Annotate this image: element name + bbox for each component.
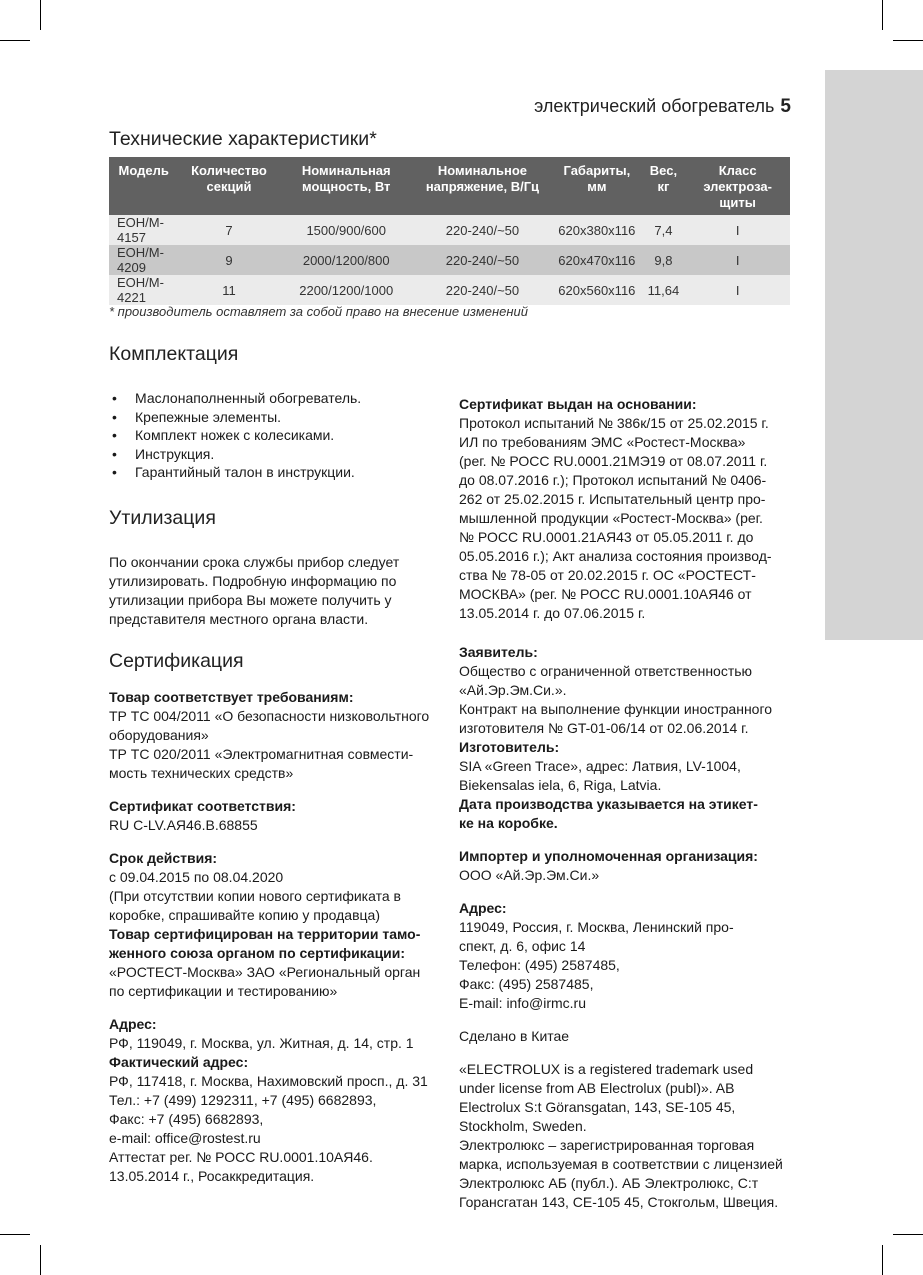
text-line: МОСКВА» (рег. № РОСС RU.0001.10АЯ46 от <box>459 586 752 602</box>
paragraph <box>459 899 804 1013</box>
text-line: Горансгатан 143, СЕ-105 45, Стокгольм, Швеция. <box>459 1194 779 1210</box>
text-line: Electrolux S:t Göransgatan, 143, SE-105 45, <box>459 1099 736 1115</box>
crop-mark <box>0 40 30 41</box>
table-header-cell: Модель <box>109 157 178 215</box>
table-cell: 220-240/~50 <box>413 245 552 275</box>
table-cell: 7,4 <box>642 215 686 245</box>
text-line: SIA «Green Trace», адрес: Латвия, LV-1004, <box>459 758 741 774</box>
text-line: Контракт на выполнение функции иностранного <box>459 701 773 717</box>
table-cell: 620x560x116 <box>552 275 642 305</box>
text-line: E-mail: info@irmc.ru <box>459 995 587 1011</box>
text-line: ТР ТС 020/2011 «Электромагнитная совмести- <box>109 746 414 762</box>
table-cell: 9 <box>178 245 279 275</box>
table-cell: 2200/1200/1000 <box>280 275 413 305</box>
crop-mark <box>882 1245 883 1275</box>
list-item: • Комплект ножек с колесиками. <box>109 426 361 445</box>
text-line: представителя местного органа власти. <box>109 611 369 627</box>
list-item: • Инструкция. <box>109 445 361 464</box>
table-header-cell: Номинальная мощность, Вт <box>280 157 413 215</box>
text-line: 13.05.2014 г., Росаккредитация. <box>109 1168 315 1184</box>
bold-line: Адрес: <box>109 1016 157 1032</box>
table-cell: 9,8 <box>642 245 686 275</box>
table-header-cell: Вес, кг <box>642 157 686 215</box>
crop-mark <box>882 0 883 30</box>
bold-line: женного союза органом по сертификации: <box>109 945 406 961</box>
text-line: по сертификации и тестированию» <box>109 983 338 999</box>
table-row <box>109 245 790 275</box>
paragraph <box>109 797 449 835</box>
text-line: 05.05.2016 г.); Акт анализа состояния производ- <box>459 548 772 564</box>
text-line: Протокол испытаний № 386к/15 от 25.02.2015 г. <box>459 415 769 431</box>
table-cell: EOH/M-4157 <box>109 215 178 245</box>
text-line: ИЛ по требованиям ЭМС «Ростест-Москва» <box>459 434 746 450</box>
crop-mark <box>40 0 41 30</box>
paragraph <box>459 395 804 623</box>
table-header-cell: Количество секций <box>178 157 279 215</box>
paragraph <box>109 849 449 1001</box>
text-line: «ELECTROLUX is a registered trademark used <box>459 1061 754 1077</box>
paragraph <box>459 643 804 833</box>
text-line: мость технических средств» <box>109 765 294 781</box>
text-line: e-mail: office@rostest.ru <box>109 1130 261 1146</box>
running-title: электрический обогреватель <box>534 96 775 116</box>
table-cell: 220-240/~50 <box>413 275 552 305</box>
text-line: с 09.04.2015 по 08.04.2020 <box>109 869 284 885</box>
list-item: • Крепежные элементы. <box>109 408 361 427</box>
text-line: 119049, Россия, г. Москва, Ленинский про- <box>459 919 734 935</box>
bold-line: Импортер и уполномоченная организация: <box>459 848 758 864</box>
paragraph <box>109 688 449 783</box>
table-cell: 1500/900/600 <box>280 215 413 245</box>
crop-mark <box>40 1245 41 1275</box>
text-line: Сделано в Китае <box>459 1028 570 1044</box>
crop-mark <box>893 1234 923 1235</box>
text-line: ства № 78-05 от 20.02.2015 г. ОС «РОСТЕСТ- <box>459 567 756 583</box>
bold-line: Товар сертифицирован на территории тамо- <box>109 926 421 942</box>
table-cell: 620x380x116 <box>552 215 642 245</box>
paragraph <box>459 847 804 885</box>
text-line: марка, используемая в соответствии с лицензией <box>459 1156 783 1172</box>
text-line: изготовителя № GT-01-06/14 от 02.06.2014 г. <box>459 720 749 736</box>
text-line: (При отсутствии копии нового сертификата в <box>109 888 401 904</box>
table-cell: 620x470x116 <box>552 245 642 275</box>
text-line: РФ, 119049, г. Москва, ул. Житная, д. 14, стр. 1 <box>109 1035 414 1051</box>
table-cell: I <box>685 215 790 245</box>
text-line: мышленной продукции «Ростест-Москва» (рег. <box>459 510 763 526</box>
paragraph <box>109 1015 449 1186</box>
text-line: «РОСТЕСТ-Москва» ЗАО «Региональный орган <box>109 964 421 980</box>
text-line: ООО «Ай.Эр.Эм.Си.» <box>459 867 600 883</box>
bold-line: Заявитель: <box>459 644 538 660</box>
text-line: По окончании срока службы прибор следует <box>109 554 400 570</box>
certification-text <box>109 688 449 1186</box>
text-line: до 08.07.2016 г.); Протокол испытаний № 0406- <box>459 472 767 488</box>
bold-line: Товар соответствует требованиям: <box>109 689 354 705</box>
table-cell: 7 <box>178 215 279 245</box>
text-line: (рег. № РОСС RU.0001.21МЭ19 от 08.07.2011 г. <box>459 453 768 469</box>
table-cell: I <box>685 275 790 305</box>
running-header <box>534 96 791 118</box>
crop-mark <box>893 40 923 41</box>
text-line: Электролюкс – зарегистрированная торговая <box>459 1137 755 1153</box>
list-item: • Маслонаполненный обогреватель. <box>109 389 361 408</box>
text-line: Biekensalas iela, 6, Riga, Latvia. <box>459 777 662 793</box>
text-line: 13.05.2014 г. до 07.06.2015 г. <box>459 605 646 621</box>
text-line: Факс: (495) 2587485, <box>459 976 594 992</box>
text-line: оборудования» <box>109 727 209 743</box>
table-row <box>109 275 790 305</box>
disposal-title: Утилизация <box>109 507 216 529</box>
certification-title: Сертификация <box>109 650 244 672</box>
paragraph <box>109 553 454 629</box>
table-cell: 11,64 <box>642 275 686 305</box>
bold-line: Фактический адрес: <box>109 1054 249 1070</box>
kit-list <box>109 389 361 482</box>
text-line: RU C-LV.АЯ46.В.68855 <box>109 817 258 833</box>
text-line: коробке, спрашивайте копию у продавца) <box>109 907 380 923</box>
table-cell: 2000/1200/800 <box>280 245 413 275</box>
text-line: ТР ТС 004/2011 «О безопасности низковольтного <box>109 708 430 724</box>
table-cell: 220-240/~50 <box>413 215 552 245</box>
disposal-text <box>109 553 454 629</box>
table-header-cell: Класс электроза-щиты <box>685 157 790 215</box>
text-line: утилизации прибора Вы можете получить у <box>109 592 392 608</box>
table-header-cell: Габариты, мм <box>552 157 642 215</box>
text-line: № РОСС RU.0001.21АЯ43 от 05.05.2011 г. до <box>459 529 754 545</box>
paragraph <box>459 1060 804 1212</box>
bold-line: Сертификат соответствия: <box>109 798 296 814</box>
bold-line: Срок действия: <box>109 850 218 866</box>
text-line: спект, д. 6, офис 14 <box>459 938 586 954</box>
table-cell: 11 <box>178 275 279 305</box>
specs-footnote: * производитель оставляет за собой право на внесение изменений <box>109 304 528 319</box>
crop-mark <box>0 1234 30 1235</box>
table-cell: EOH/M-4221 <box>109 275 178 305</box>
kit-title: Комплектация <box>109 343 239 365</box>
specs-title: Технические характеристики* <box>109 128 377 150</box>
text-line: утилизировать. Подробную информацию по <box>109 573 397 589</box>
text-line: Электролюкс АБ (публ.). АБ Электролюкс, С:т <box>459 1175 759 1191</box>
text-line: Stockholm, Sweden. <box>459 1118 587 1134</box>
table-cell: EOH/M-4209 <box>109 245 178 275</box>
table-row <box>109 215 790 245</box>
text-line: Общество с ограниченной ответственностью <box>459 663 753 679</box>
text-line: under license from AB Electrolux (publ)». AB <box>459 1080 735 1096</box>
bold-line: Дата производства указывается на этикет- <box>459 796 758 812</box>
right-column-text <box>459 395 804 1212</box>
text-line: Аттестат рег. № РОСС RU.0001.10АЯ46. <box>109 1149 373 1165</box>
text-line: РФ, 117418, г. Москва, Нахимовский просп., д. 31 <box>109 1073 428 1089</box>
table-cell: I <box>685 245 790 275</box>
text-line: Факс: +7 (495) 6682893, <box>109 1111 264 1127</box>
text-line: Тел.: +7 (499) 1292311, +7 (495) 6682893, <box>109 1092 377 1108</box>
text-line: Телефон: (495) 2587485, <box>459 957 620 973</box>
table-header-cell: Номинальное напряжение, В/Гц <box>413 157 552 215</box>
bold-line: Изготовитель: <box>459 739 560 755</box>
bold-line: Адрес: <box>459 900 507 916</box>
paragraph <box>459 1027 804 1046</box>
bold-line: ке на коробке. <box>459 815 558 831</box>
page-number: 5 <box>780 96 791 117</box>
specs-table <box>109 157 790 305</box>
side-tab <box>825 70 923 640</box>
text-line: «Ай.Эр.Эм.Си.». <box>459 682 567 698</box>
list-item: • Гарантийный талон в инструкции. <box>109 463 361 482</box>
text-line: 262 от 25.02.2015 г. Испытательный центр про- <box>459 491 766 507</box>
bold-line: Сертификат выдан на основании: <box>459 396 697 412</box>
